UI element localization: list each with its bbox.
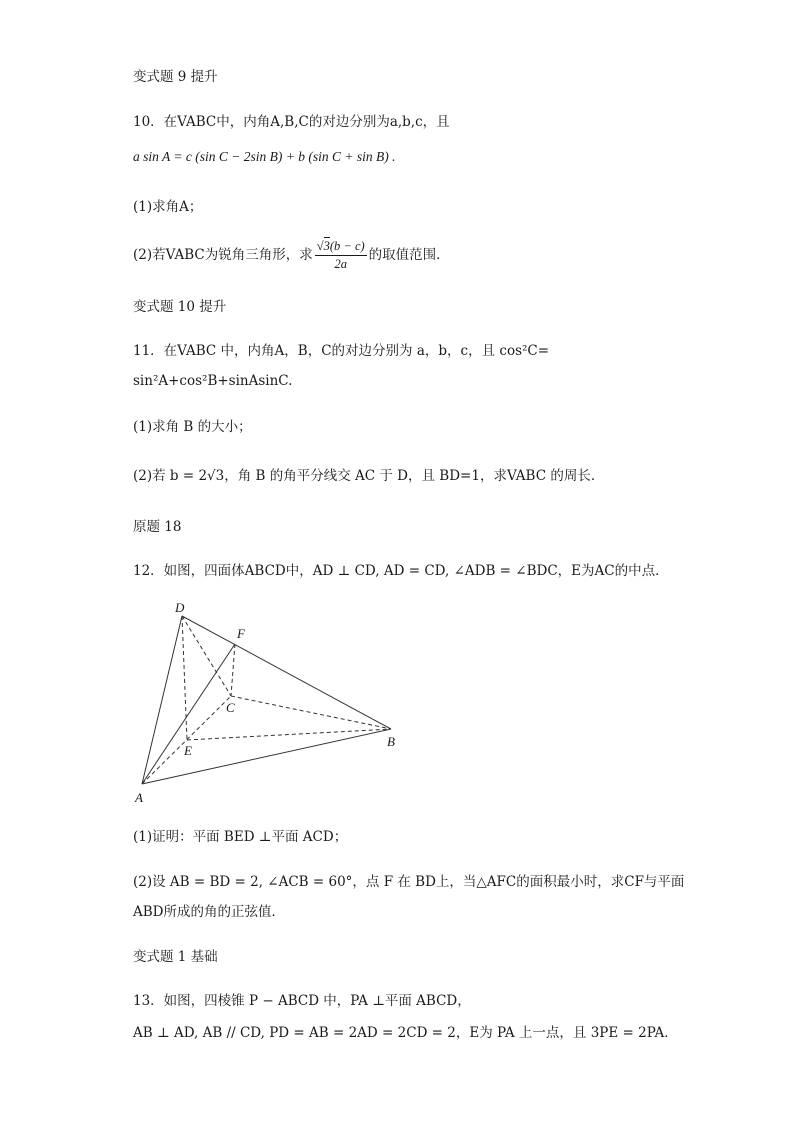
edge-FC [231, 644, 235, 696]
vertex-label-C: C [226, 700, 235, 715]
q10-sqrt-sign: √ [316, 239, 324, 253]
q10-part2-suffix: 的取值范围． [368, 247, 450, 263]
question-10-part-1: (1)求角A； [133, 199, 203, 215]
edge-EB [187, 729, 391, 740]
heading-original-18: 原题 18 [133, 519, 182, 535]
q10-sqrt-radicand: 3 [323, 239, 330, 253]
vertex-label-F: F [237, 626, 245, 641]
question-11-part-2: (2)若 b = 2√3，角 B 的角平分线交 AC 于 D，且 BD=1，求VABC 的周长． [133, 468, 605, 484]
tetrahedron-figure [125, 592, 415, 812]
vertex-label-D: D [175, 600, 185, 615]
question-12-part-2-cont: ABD所成的角的正弦值． [133, 904, 285, 920]
edge-DC [182, 616, 231, 696]
vertex-label-B: B [387, 734, 395, 749]
question-11-part-1: (1)求角 B 的大小； [133, 419, 252, 435]
question-12-part-1: (1)证明：平面 BED ⊥平面 ACD； [133, 829, 348, 845]
question-12-stem: 12．如图，四面体ABCD中，AD ⊥ CD, AD = CD, ∠ADB = ∠BDC，E为AC的中点． [133, 563, 669, 579]
edge-DE [182, 616, 187, 740]
question-10-stem: 10．在VABC中，内角A,B,C的对边分别为a,b,c，且 [133, 114, 450, 130]
question-11-stem-cont: sin²A+cos²B+sinAsinC. [133, 373, 293, 389]
question-12-part-2: (2)设 AB = BD = 2, ∠ACB = 60°，点 F 在 BD上，当△AFC的面积最小时，求CF与平面 [133, 874, 685, 890]
question-11-stem: 11．在VABC 中，内角A，B，C的对边分别为 a，b，c，且 cos²C= [133, 343, 550, 359]
question-10-equation: a sin A = c (sin C − 2sin B) + b (sin C + sin B) . [133, 149, 396, 164]
edge-AB [142, 729, 391, 784]
question-13-stem: 13．如图，四棱锥 P − ABCD 中，PA ⊥平面 ABCD， [133, 993, 471, 1009]
edge-CB [231, 696, 391, 729]
vertex-label-A: A [135, 790, 143, 805]
q10-num-rest: (b − c) [329, 239, 365, 253]
edge-DA [142, 616, 182, 784]
heading-variant-1: 变式题 1 基础 [133, 949, 218, 965]
q10-denominator: 2a [334, 257, 347, 271]
question-10-part-2 [133, 238, 450, 272]
vertex-label-E: E [184, 743, 192, 758]
edge-AF [142, 644, 235, 784]
question-13-stem-cont: AB ⊥ AD, AB // CD, PD = AB = 2AD = 2CD = 2，E为 PA 上一点，且 3PE = 2PA． [133, 1025, 678, 1041]
heading-variant-10: 变式题 10 提升 [133, 299, 227, 315]
edge-AC [142, 696, 231, 784]
edge-DB [182, 616, 391, 729]
q10-fraction [315, 239, 367, 272]
q10-part2-prefix: (2)若VABC为锐角三角形，求 [133, 247, 313, 263]
heading-variant-9: 变式题 9 提升 [133, 69, 218, 85]
